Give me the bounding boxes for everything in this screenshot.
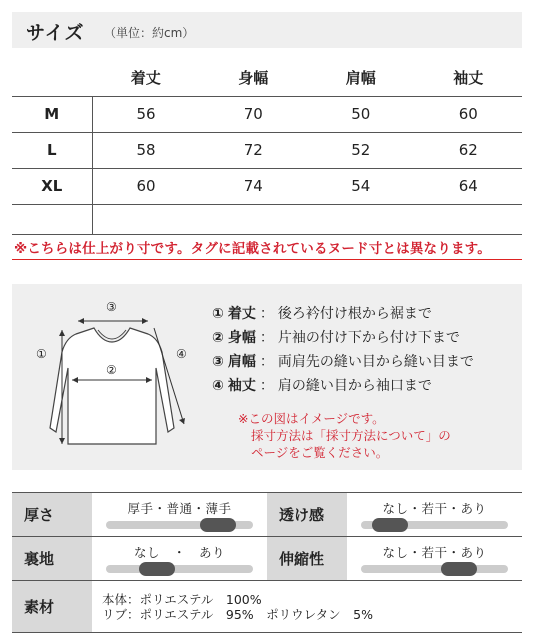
spec-label-stretch: 伸縮性 [267,537,347,581]
spec-label-thickness: 厚さ [12,493,92,537]
spec-label-transparency: 透け感 [267,493,347,537]
legend-desc: 肩の縫い目から袖口まで [277,378,432,394]
size-value: 56 [92,96,200,132]
diagram-note-line: ※この図はイメージです。 [238,411,385,426]
size-value-empty [92,204,522,234]
size-value: 54 [307,168,415,204]
spec-options: なし・若干・あり [382,545,487,560]
spec-indicator [372,518,408,532]
spec-lining [92,537,267,581]
legend-term: 肩幅 [227,354,256,370]
legend-term: 身幅 [227,330,256,346]
spec-thickness [92,493,267,537]
length-arrow-head-bottom [59,438,65,444]
legend-separator: ： [259,378,274,394]
size-value: 64 [415,168,523,204]
shirt-outline [50,328,174,444]
spec-track [361,521,508,529]
size-value: 60 [92,168,200,204]
measurement-legend [212,302,474,398]
marker-4: ④ [176,347,187,361]
shoulder-arrow-head-left [78,318,84,324]
spec-label-material: 素材 [12,581,92,633]
spec-track [106,521,253,529]
size-label: L [12,132,92,168]
marker-2: ② [106,363,117,377]
spec-track [361,565,508,573]
spec-indicator [441,562,477,576]
legend-item-shoulder [212,350,474,374]
legend-item-sleeve [212,374,474,398]
finished-size-warning: ※こちらは仕上がり寸です。タグに記載されているヌード寸とは異なります。 [12,234,522,260]
size-row-empty [12,204,522,234]
size-label-empty [12,204,92,234]
spec-options: なし ・ あり [133,545,225,560]
legend-desc: 両肩先の縫い目から縫い目まで [277,354,474,370]
material-line: 本体：ポリエステル 100% [102,591,262,607]
size-value: 50 [307,96,415,132]
spec-row-1 [12,493,522,537]
size-label: M [12,96,92,132]
size-row-l [12,132,522,168]
size-row-m [12,96,522,132]
legend-number: ③ [212,354,224,370]
legend-desc: 片袖の付け下から付け下まで [277,330,460,346]
spec-stretch [347,537,522,581]
size-value: 62 [415,132,523,168]
spec-options: なし・若干・あり [382,501,487,516]
shirt-measurement-diagram [32,298,202,458]
size-section-title: サイズ [26,22,85,44]
legend-item-width [212,326,474,350]
diagram-note [238,410,451,461]
spec-options: 厚手・普通・薄手 [127,501,232,516]
spec-track [106,565,253,573]
header-shoulder: 肩幅 [345,69,376,88]
material-line: リブ：ポリエステル 95% ポリウレタン 5% [102,606,373,622]
legend-number: ④ [212,378,224,394]
legend-term: 着丈 [227,306,256,322]
size-section-header [12,12,522,48]
measurement-diagram-panel [12,284,522,470]
size-value: 60 [415,96,523,132]
size-table-header-row [12,60,522,96]
legend-desc: 後ろ衿付け根から裾まで [277,306,432,322]
spec-row-2 [12,537,522,581]
header-length: 着丈 [130,69,161,88]
size-value: 70 [200,96,308,132]
legend-separator: ： [259,330,274,346]
legend-separator: ： [259,306,274,322]
legend-term: 袖丈 [227,378,256,394]
size-table-corner [12,60,92,96]
size-row-xl [12,168,522,204]
spec-indicator [139,562,175,576]
diagram-note-line: 採寸方法は「採寸方法について」の [251,428,451,443]
header-sleeve: 袖丈 [453,69,484,88]
fabric-spec-table [12,492,522,633]
shoulder-arrow-head-right [142,318,148,324]
diagram-note-line: ページをご覧ください。 [251,445,389,460]
material-composition [92,581,522,633]
length-arrow-head-top [59,330,65,336]
size-value: 58 [92,132,200,168]
size-value: 72 [200,132,308,168]
legend-item-length [212,302,474,326]
legend-number: ② [212,330,224,346]
spec-row-material [12,581,522,633]
size-table [12,60,522,235]
size-value: 52 [307,132,415,168]
marker-3: ③ [106,300,117,314]
spec-transparency [347,493,522,537]
header-width: 身幅 [238,69,269,88]
spec-indicator [200,518,236,532]
size-label: XL [12,168,92,204]
legend-separator: ： [259,354,274,370]
legend-number: ① [212,306,224,322]
marker-1: ① [36,347,47,361]
spec-label-lining: 裏地 [12,537,92,581]
size-value: 74 [200,168,308,204]
size-unit-label: （単位：約cm） [104,26,195,40]
